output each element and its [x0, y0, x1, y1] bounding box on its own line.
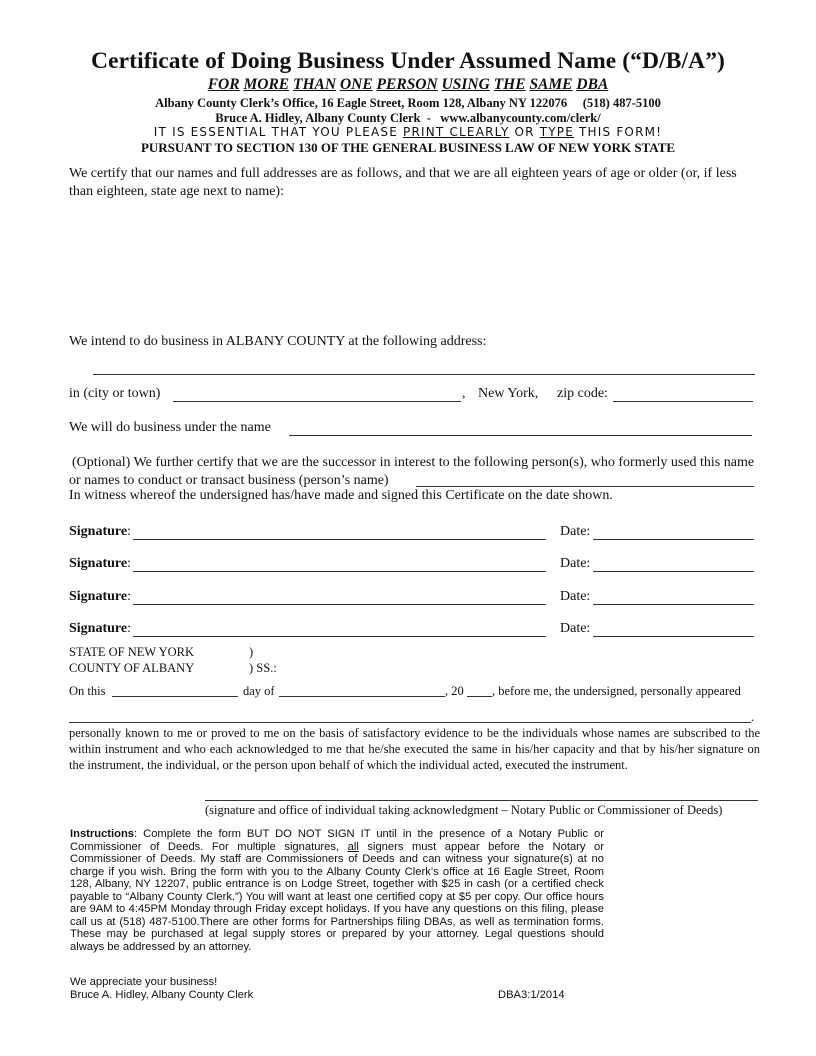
date-label: Date:	[560, 524, 591, 539]
form-title: Certificate of Doing Business Under Assumed Name (“D/B/A”)	[91, 48, 725, 74]
form-subtitle	[0, 76, 816, 94]
date-label: Date:	[560, 589, 591, 604]
state-label: New York,	[478, 386, 539, 401]
business-address-field[interactable]	[93, 374, 755, 375]
signoff-line: Bruce A. Hidley, Albany County Clerk	[70, 989, 254, 1001]
signature-colon: :	[127, 524, 131, 539]
signature-colon: :	[127, 556, 131, 571]
witness-line: In witness whereof the undersigned has/have made and signed this Certificate on the date shown.	[69, 488, 613, 503]
date-field[interactable]	[593, 604, 754, 605]
city-comma: ,	[462, 386, 466, 401]
notary-county: COUNTY OF ALBANY	[69, 661, 195, 675]
certify-paragraph: We certify that our names and full addresses are as follows, and that we are all eighteen years of age or older (or, if less than eighteen, state age next to name):	[69, 166, 737, 199]
city-label: in (city or town)	[69, 386, 161, 401]
clerk-name: Bruce A. Hidley, Albany County Clerk	[215, 111, 421, 125]
essential-or: OR	[509, 125, 540, 139]
signature-label-text: Signature	[69, 621, 128, 636]
subtitle-word: FOR	[207, 76, 240, 93]
signature-label	[69, 589, 131, 605]
signature-field[interactable]	[133, 604, 546, 605]
office-phone: (518) 487-5100	[582, 96, 661, 110]
instructions-all: all	[347, 840, 359, 853]
subtitle-word: MORE	[243, 76, 290, 93]
notary-month-field[interactable]	[279, 696, 445, 697]
zip-label: zip code:	[557, 386, 608, 401]
notary-signature-caption: (signature and office of individual taking acknowledgment – Notary Public or Commissioner of Deeds)	[205, 803, 723, 817]
essential-type: TYPE	[539, 125, 574, 139]
notary-day-field[interactable]	[112, 696, 238, 697]
acknowledgment-paragraph: personally known to me or proved to me on the basis of satisfactory evidence to be the individuals whose names are subscribed to the within instrument and who each acknowledged to me that he/she executed the same in his/her capacity and that by his/her signature on the instrument, the individual, or the person upon behalf of which the individual acted, executed the instrument.	[69, 726, 760, 772]
business-name-label: We will do business under the name	[69, 420, 271, 435]
notary-state-paren: )	[249, 645, 254, 659]
signature-label-text: Signature	[69, 556, 128, 571]
clerk-separator: -	[426, 111, 431, 125]
notary-year-field[interactable]	[467, 696, 492, 697]
appreciate-line: We appreciate your business!	[70, 976, 218, 988]
zip-field[interactable]	[613, 401, 753, 402]
signature-colon: :	[127, 589, 131, 604]
subtitle-word: PERSON	[376, 76, 438, 93]
appeared-period: .	[751, 710, 755, 724]
date-field[interactable]	[593, 636, 754, 637]
predecessor-name-field[interactable]	[416, 486, 754, 487]
pursuant-line: PURSUANT TO SECTION 130 OF THE GENERAL BUSINESS LAW OF NEW YORK STATE	[140, 140, 676, 155]
office-address-line	[0, 96, 816, 111]
office-address: Albany County Clerk’s Office, 16 Eagle Street, Room 128, Albany NY 122076	[155, 96, 568, 110]
date-field[interactable]	[593, 571, 754, 572]
signature-label-text: Signature	[69, 589, 128, 604]
signature-label	[69, 621, 131, 637]
signature-label	[69, 556, 131, 572]
date-label: Date:	[560, 556, 591, 571]
subtitle-word: SAME	[529, 76, 573, 93]
signature-field[interactable]	[133, 539, 546, 540]
essential-pre: IT IS ESSENTIAL THAT YOU PLEASE	[153, 125, 404, 139]
signature-label-text: Signature	[69, 524, 128, 539]
instructions-part1: : Complete the form BUT DO NOT SIGN IT until in the presence of a Notary Public or Commissioner of Deeds. For multiple signatures,	[70, 828, 604, 853]
notary-state: STATE OF NEW YORK	[69, 645, 195, 659]
appeared-names-field[interactable]	[69, 722, 751, 723]
subtitle-word: THE	[493, 76, 526, 93]
instructions-block	[70, 828, 604, 953]
business-name-field[interactable]	[289, 435, 752, 436]
notary-signature-field[interactable]	[205, 800, 758, 801]
signature-field[interactable]	[133, 636, 546, 637]
city-field[interactable]	[173, 401, 461, 402]
instructions-part2: signers must appear before the Notary or Commissioner of Deeds. My staff are Commissioners of Deeds and can witness your signature(s) at no charge if you wish. Bring the form with you to the Albany County Clerk’s office at 16 Eagle Street, Room 128, Albany, NY 12207, public entrance is on Lodge Street, together with $25 in cash (or a certified check payable to “Albany County Clerk.”) You will want at least one certified copy at $5 per copy. Our office hours are 9AM to 4:45PM Monday through Friday except holidays. If you have any questions on this filing, please call us at (518) 487-5100.There are other forms for Partnerships filing DBAs, as well as termination forms. These may be purchased at legal supply stores or prepared by your attorney. Legal questions should always be addressed by an attorney.	[70, 840, 604, 953]
subtitle-word: DBA	[576, 76, 609, 93]
clerk-website[interactable]: www.albanycounty.com/clerk/	[440, 111, 601, 125]
subtitle-word: ONE	[339, 76, 373, 93]
essential-print-clearly: PRINT CLEARLY	[403, 125, 510, 139]
notary-ss: ) SS.:	[249, 661, 277, 675]
optional-paragraph: (Optional) We further certify that we are the successor in interest to the following person(s), who formerly used this name or names to conduct or transact business (person’s name)	[69, 455, 755, 488]
form-code: DBA3:1/2014	[498, 989, 565, 1001]
year-prefix: , 20	[445, 684, 464, 698]
subtitle-word: USING	[441, 76, 490, 93]
essential-notice	[0, 125, 816, 139]
clerk-line	[0, 111, 816, 126]
on-this-label: On this	[69, 684, 106, 698]
instructions-heading: Instructions	[70, 828, 135, 840]
day-of-label: day of	[243, 684, 275, 698]
date-label: Date:	[560, 621, 591, 636]
signature-field[interactable]	[133, 571, 546, 572]
before-me-label: , before me, the undersigned, personally appeared	[492, 684, 741, 698]
subtitle-word: THAN	[293, 76, 337, 93]
intend-label: We intend to do business in ALBANY COUNTY at the following address:	[69, 334, 487, 349]
date-field[interactable]	[593, 539, 754, 540]
signature-label	[69, 524, 131, 540]
signature-colon: :	[127, 621, 131, 636]
essential-post: THIS FORM!	[573, 125, 663, 139]
